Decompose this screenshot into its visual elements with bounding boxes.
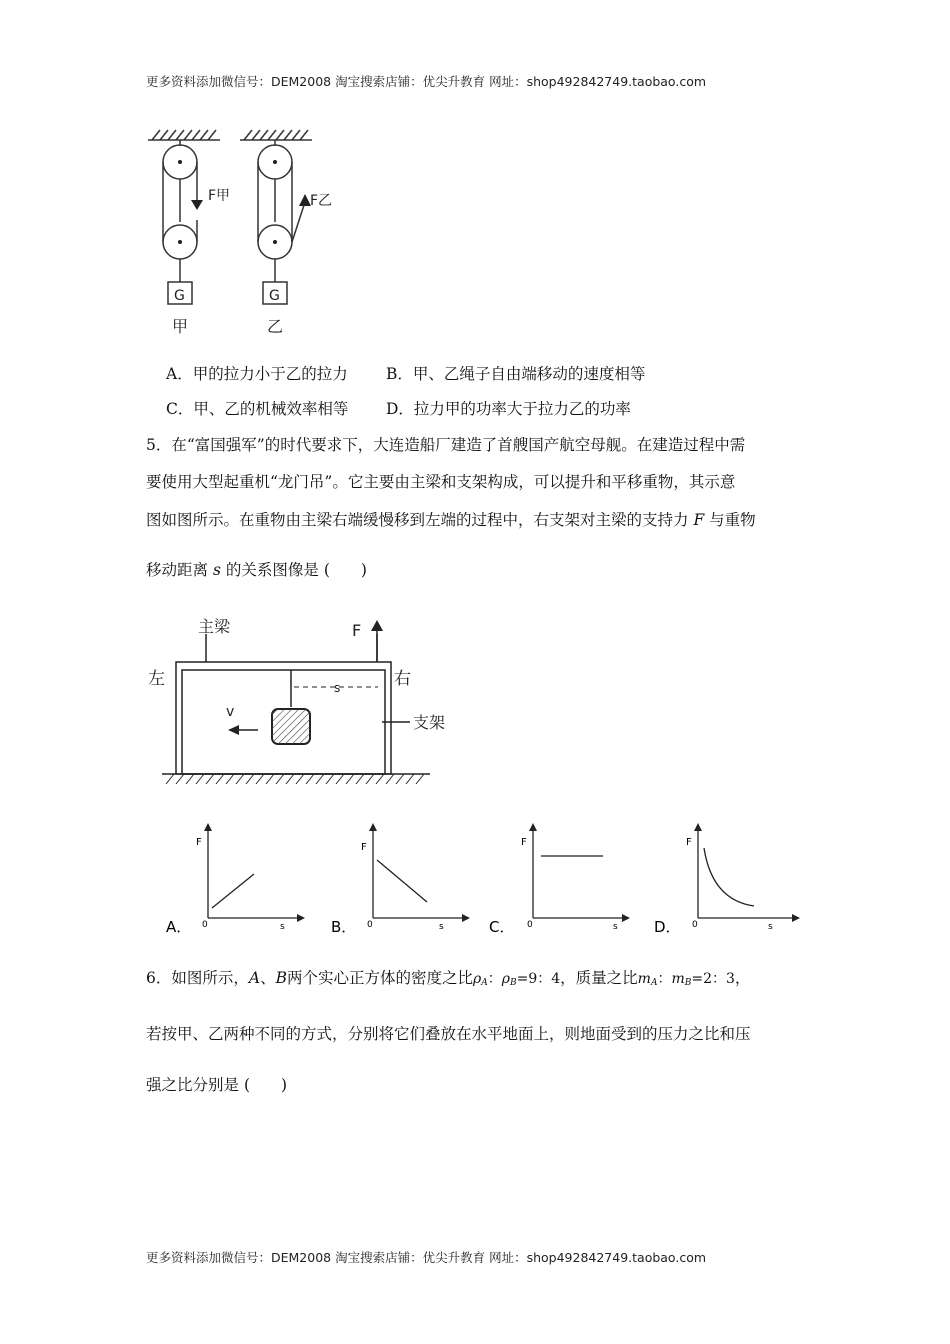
q6-answer-blank: ( ) (243, 1076, 288, 1094)
weight-jia-label: G (174, 288, 185, 304)
answer-graphs (160, 820, 820, 940)
right-label: 右 (394, 669, 411, 689)
velocity-label: v (226, 704, 235, 720)
graph-b-option: B． (331, 918, 357, 936)
var-a: A (248, 969, 261, 987)
q4-option-b: B．甲、乙绳子自由端移动的速度相等 (386, 365, 646, 383)
force-label: F (352, 621, 362, 640)
q6-line-2: 若按甲、乙两种不同的方式，分别将它们叠放在水平地面上，则地面受到的压力之比和压 (146, 1025, 751, 1043)
q4-option-d: D．拉力甲的功率大于拉力乙的功率 (386, 400, 631, 418)
var-f: F (693, 511, 705, 529)
graph-a (160, 820, 310, 940)
graph-a-option: A． (166, 918, 192, 936)
graph-d (650, 820, 805, 940)
q5-line-1: 5．在“富国强军”的时代要求下，大连造船厂建造了首艘国产航空母舰。在建造过程中需 (146, 436, 746, 454)
q6-line-1-text: 6．如图所示， (146, 969, 249, 987)
q5-line-2: 要使用大型起重机“龙门吊”。它主要由主梁和支架构成，可以提升和平移重物，其示意 (146, 473, 736, 491)
page-footer: 更多资料添加微信号：DEM2008 淘宝搜索店铺：优尖升教育 网址：shop492842749.taobao.com (146, 1250, 707, 1265)
graph-c-origin: 0 (527, 920, 533, 930)
graph-d-ylabel: F (686, 837, 692, 848)
q6-separator: 、 (260, 969, 276, 987)
q6-line-3-text: 强之比分别是 (146, 1076, 240, 1094)
jia-label: 甲 (172, 317, 189, 336)
graph-b (325, 820, 475, 940)
q6-line-1-tail: ，质量之比 (560, 969, 638, 987)
graph-a-xlabel: s (280, 922, 285, 932)
q4-option-a: A．甲的拉力小于乙的拉力 (166, 365, 348, 383)
q5-line-3-text: 图如图所示。在重物由主梁右端缓慢移到左端的过程中，右支架对主梁的支持力 (146, 511, 689, 529)
q6-line-1-mid: 两个实心正方体的密度之比 (286, 969, 473, 987)
var-b: B (275, 969, 287, 987)
graph-c-xlabel: s (613, 922, 618, 932)
graph-d-curve (704, 848, 754, 906)
graph-c (485, 820, 635, 940)
q4-option-c: C．甲、乙的机械效率相等 (166, 400, 349, 418)
q6-line-1: 6．如图所示，A、B两个实心正方体的密度之比$\rho_A$：$\rho_B=9$：4，质量之比$m_A$：$m_B=2$：3， (146, 969, 751, 988)
q5-line-4-text: 移动距离 (146, 561, 209, 579)
graph-b-origin: 0 (367, 920, 373, 930)
force-jia-label: F甲 (208, 188, 231, 204)
q6-line-3 (146, 1073, 287, 1095)
distance-label: s (334, 681, 341, 695)
page-header: 更多资料添加微信号：DEM2008 淘宝搜索店铺：优尖升教育 网址：shop492842749.taobao.com (146, 74, 707, 89)
q5-line-3-tail: 与重物 (709, 511, 756, 529)
q5-line-3 (146, 508, 756, 530)
mass-ratio: $m_A$：$m_B=2$：3 (637, 971, 735, 988)
graph-a-origin: 0 (202, 920, 208, 930)
graph-b-curve (377, 860, 427, 902)
beam-label: 主梁 (198, 617, 231, 636)
graph-a-curve (212, 874, 254, 908)
graph-d-origin: 0 (692, 920, 698, 930)
density-ratio: $\rho_A$：$\rho_B=9$：4 (473, 971, 561, 988)
weight-yi-label: G (269, 288, 280, 304)
graph-c-option: C． (489, 918, 515, 936)
yi-label: 乙 (267, 317, 284, 336)
q5-answer-blank: ( ) (323, 561, 367, 579)
gantry-crane-figure (148, 612, 458, 792)
support-label: 支架 (413, 713, 446, 732)
var-s: s (212, 561, 221, 579)
graph-b-ylabel: F (361, 842, 367, 853)
graph-d-xlabel: s (768, 922, 773, 932)
graph-c-ylabel: F (521, 837, 527, 848)
left-label: 左 (148, 669, 165, 689)
q5-line-4-tail: 的关系图像是 (225, 561, 319, 579)
q5-line-4 (146, 558, 367, 580)
pulley-figure (140, 122, 360, 342)
graph-b-xlabel: s (439, 922, 444, 932)
force-yi-label: F乙 (310, 193, 333, 209)
graph-a-ylabel: F (196, 837, 202, 848)
graph-d-option: D． (654, 918, 681, 936)
